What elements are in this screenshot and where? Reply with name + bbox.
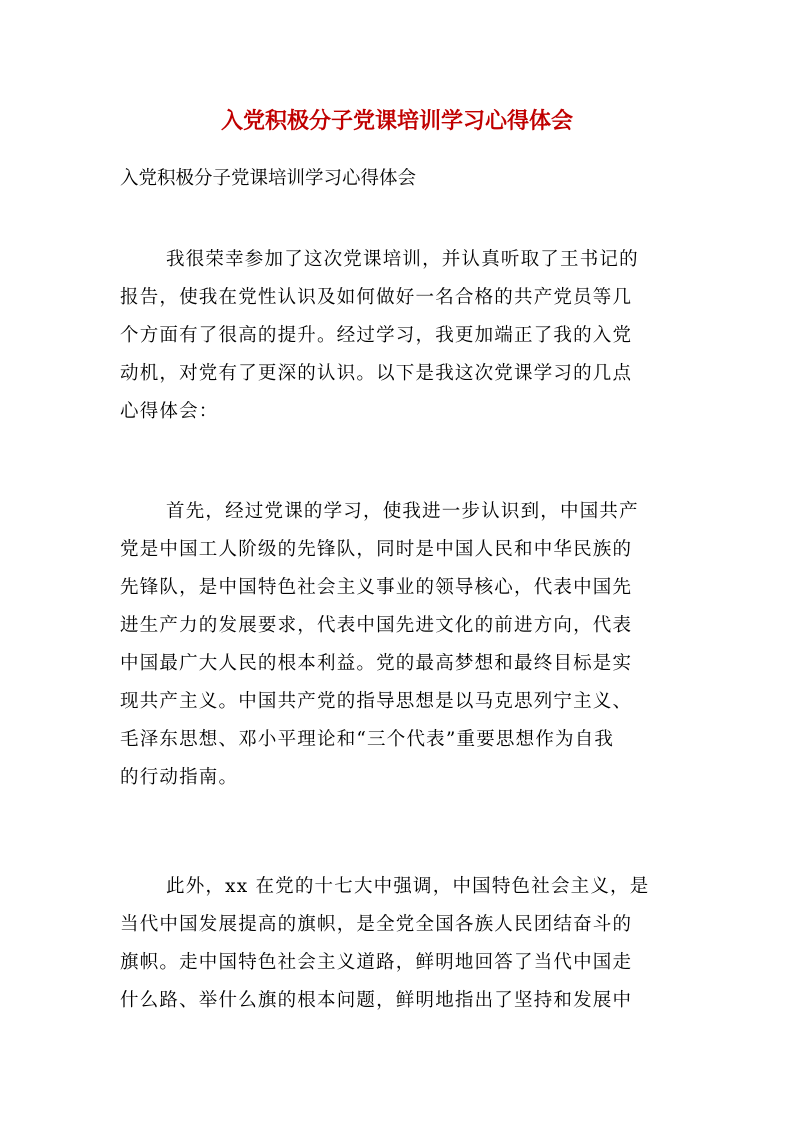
paragraph-line: 毛泽东思想、邓小平理论和“三个代表”重要思想作为自我 [120,729,615,750]
paragraph-line: 动机，对党有了更深的认识。以下是我这次党课学习的几点 [120,363,633,384]
document-title: 入党积极分子党课培训学习心得体会 [220,108,573,134]
document-subtitle: 入党积极分子党课培训学习心得体会 [120,168,417,189]
paragraph-line: 什么路、举什么旗的根本问题，鲜明地指出了坚持和发展中 [120,990,633,1011]
paragraph-line: 当代中国发展提高的旗帜，是全党全国各族人民团结奋斗的 [120,914,633,935]
paragraph-line: 此外，xx 在党的十七大中强调，中国特色社会主义，是 [166,876,650,897]
paragraph-line: 心得体会： [120,401,219,422]
paragraph-line: 旗帜。走中国特色社会主义道路，鲜明地回答了当代中国走 [120,952,633,973]
paragraph-line: 中国最广大人民的根本利益。党的最高梦想和最终目标是实 [120,653,633,674]
paragraph-line: 的行动指南。 [120,767,239,788]
paragraph-2 [120,493,680,797]
paragraph-line: 个方面有了很高的提升。经过学习，我更加端正了我的入党 [120,325,633,346]
paragraph-line: 报告，使我在党性认识及如何做好一名合格的共产党员等几 [120,287,633,308]
paragraph-line: 进生产力的发展要求，代表中国先进文化的前进方向，代表 [120,615,633,636]
paragraph-line: 现共产主义。中国共产党的指导思想是以马克思列宁主义、 [120,691,633,712]
paragraph-line: 首先，经过党课的学习，使我进一步认识到，中国共产 [166,501,639,522]
paragraph-line: 先锋队，是中国特色社会主义事业的领导核心，代表中国先 [120,577,633,598]
paragraph-3 [120,868,680,1020]
paragraph-1 [120,241,680,431]
paragraph-line: 党是中国工人阶级的先锋队，同时是中国人民和中华民族的 [120,539,633,560]
paragraph-line: 我很荣幸参加了这次党课培训，并认真听取了王书记的 [166,249,639,270]
